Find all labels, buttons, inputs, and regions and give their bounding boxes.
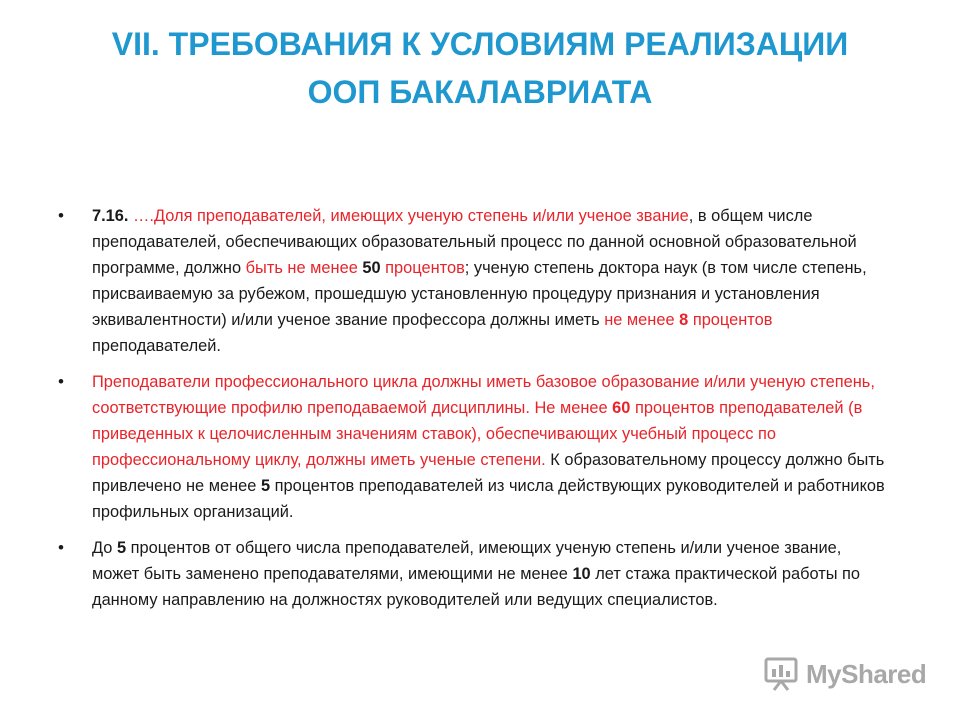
bullet-text-segment: 10 — [572, 565, 591, 583]
bullet-text-segment: процентов от общего числа преподавателей, имеющих ученую степень и/или ученое звание, может быть заменено преподавателями, имеющими не менее — [92, 539, 842, 583]
title-line-2: ООП БАКАЛАВРИАТА — [307, 74, 653, 110]
bullet-text-segment: процентов — [688, 311, 773, 329]
slide-title — [40, 20, 920, 116]
bullet-text-segment: лет стажа практической работы по данному направлению на должностях руководителей или ведущих специалистов. — [92, 565, 861, 609]
bullet-list — [58, 203, 888, 613]
bullet-text-segment: процентов преподавателей (в приведенных к целочисленным значениям ставок), обеспечивающих учебный процесс по профессиональному циклу, должны иметь ученые степени. — [92, 399, 863, 469]
slide-content — [58, 203, 888, 623]
logo-text: MyShared — [806, 658, 927, 689]
bullet-text-segment: 7.16. — [92, 207, 134, 225]
bullet-text-segment: быть не менее — [245, 259, 363, 277]
bullet-text-segment: процентов преподавателей из числа действующих руководителей и работников профильных организаций. — [92, 477, 885, 521]
bullet-text-segment: Преподаватели профессионального цикла должны иметь базовое образование и/или ученую степень, соответствующие профилю преподаваемой дисциплины. Не менее — [92, 373, 875, 417]
bullet-text-segment: процентов — [380, 259, 465, 277]
bullet-text-segment: 8 — [679, 311, 689, 329]
bullet-item — [58, 203, 888, 359]
bullet-text-segment: 50 — [362, 259, 381, 277]
bullet-item — [58, 535, 888, 613]
bullet-text-segment: ; ученую степень доктора наук (в том числе степень, присваиваемую за рубежом, прошедшую установленную процедуру признания и установления эквивалентности) и/или ученое звание профессора должны иметь — [92, 259, 867, 329]
bullet-text-segment: ….Доля преподавателей, имеющих ученую степень и/или ученое звание — [133, 207, 689, 225]
bullet-text-segment: преподавателей. — [92, 337, 221, 355]
bullet-item — [58, 369, 888, 525]
bullet-text-segment: 60 — [612, 399, 631, 417]
bullet-text-segment: 5 — [260, 477, 271, 495]
title-line-1: VII. ТРЕБОВАНИЯ К УСЛОВИЯМ РЕАЛИЗАЦИИ — [111, 26, 849, 62]
myshared-logo — [764, 656, 926, 692]
presentation-board-icon — [764, 657, 800, 691]
bullet-text-segment: К образовательному процессу должно быть привлечено не менее — [92, 451, 885, 495]
bullet-text-segment: До — [92, 539, 117, 557]
bullet-text-segment: не менее — [604, 311, 680, 329]
bullet-text-segment: 5 — [116, 539, 127, 557]
bullet-text-segment: , в общем числе преподавателей, обеспечивающих образовательный процесс по данной основной образовательной программе, должно — [92, 207, 857, 277]
